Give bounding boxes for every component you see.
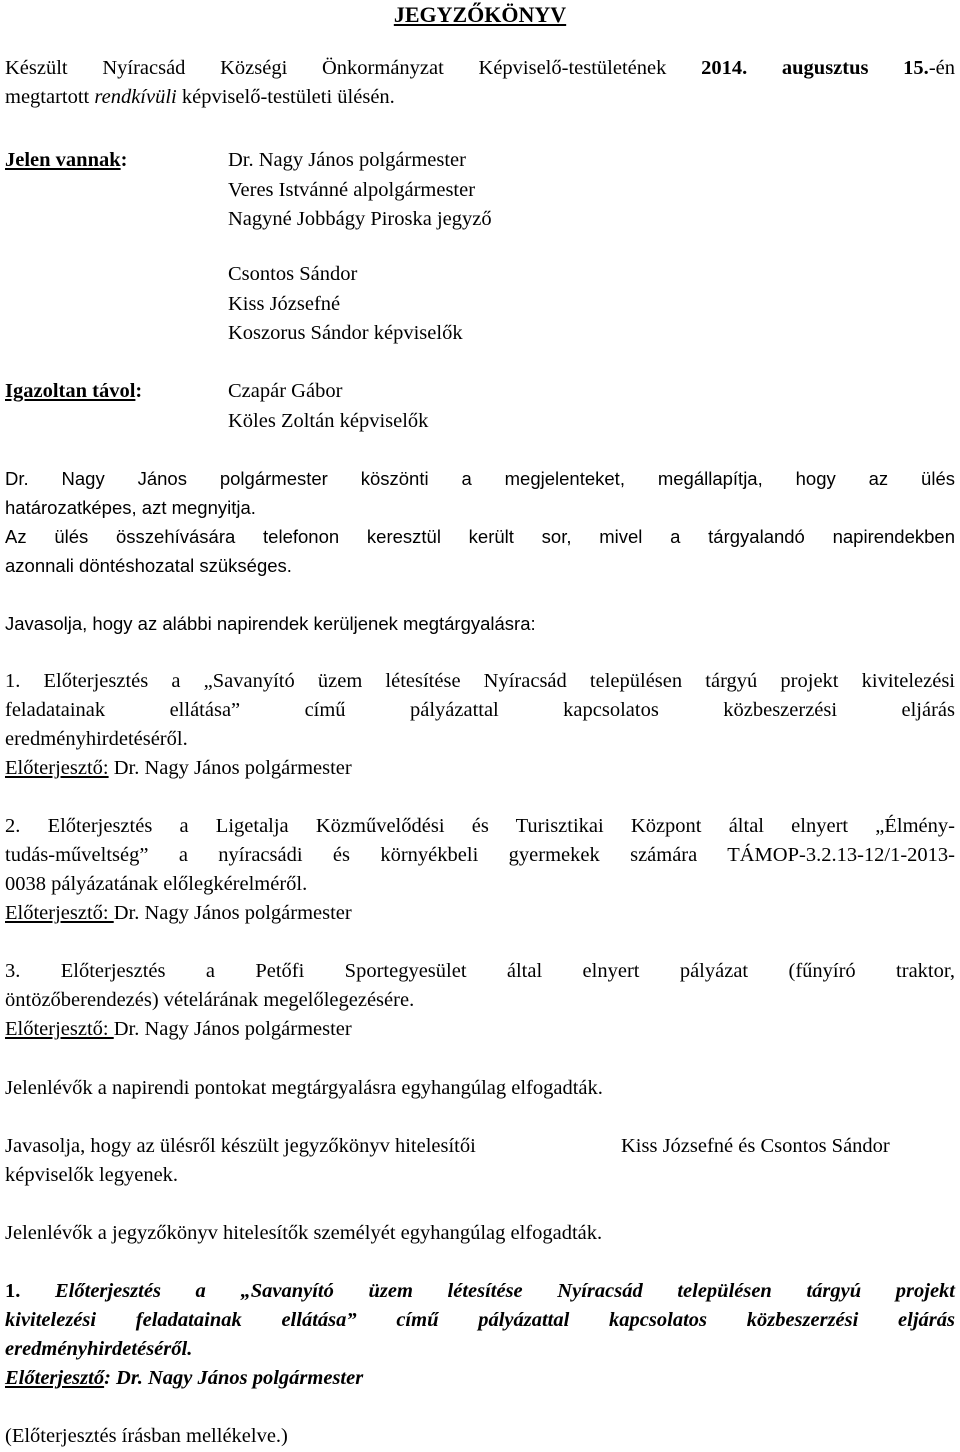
agenda-line: 3. Előterjesztés a Petőfi Sportegyesület által elnyert pályázat (fűnyíró traktor,	[5, 960, 955, 982]
agenda-line: tudás-műveltség” a nyíracsádi és környékbeli gyermekek számára TÁMOP-3.2.13-12/1-2013-	[5, 844, 955, 866]
greeting-line: határozatképes, azt megnyitja.	[5, 497, 256, 518]
greeting-line: Dr. Nagy János polgármester köszönti a megjelenteket, megállapítja, hogy az ülés	[5, 468, 955, 489]
absent-label: Igazoltan távol	[5, 380, 136, 402]
phone-paragraph	[5, 522, 955, 580]
present-colon: :	[120, 149, 128, 171]
meeting-date: 2014. augusztus 15.	[701, 57, 929, 79]
intro-paragraph	[5, 54, 955, 112]
present-officials	[228, 146, 492, 235]
phone-line: azonnali döntéshozatal szükséges.	[5, 555, 292, 576]
present-label-wrap	[5, 146, 127, 175]
meeting-type: rendkívüli	[94, 86, 177, 108]
presenter-name: : Dr. Nagy János polgármester	[104, 1367, 364, 1389]
item-1-line: kivitelezési feladatainak ellátása” című pályázattal kapcsolatos közbeszerzési eljárás	[5, 1309, 955, 1331]
presenter-name: Dr. Nagy János polgármester	[113, 1018, 352, 1040]
authenticators-accepted: Jelenlévők a jegyzőkönyv hitelesítők személyét egyhangúlag elfogadták.	[5, 1222, 603, 1244]
agenda-presenter	[5, 1015, 955, 1044]
agenda-line: 0038 pályázatának előlegkérelméről.	[5, 873, 308, 895]
presenter-name: Dr. Nagy János polgármester	[108, 757, 352, 779]
authenticators-line	[5, 1132, 955, 1161]
intro-suffix: -én	[928, 57, 955, 79]
agenda-line: eredményhirdetéséről.	[5, 728, 188, 750]
authenticators-line: képviselők legyenek.	[5, 1164, 179, 1186]
official-notary: Nagyné Jobbágy Piroska jegyző	[228, 208, 492, 230]
item-1-number: 1.	[5, 1280, 21, 1302]
absent-label-wrap	[5, 377, 142, 406]
presenter-name: Dr. Nagy János polgármester	[113, 902, 352, 924]
intro-text: képviselő-testületi ülésén.	[176, 86, 395, 108]
item-1-presenter	[5, 1364, 955, 1393]
official-deputy-mayor: Veres Istvánné alpolgármester	[228, 178, 476, 201]
presenter-label: Előterjesztő	[5, 1367, 105, 1389]
agenda-item-2	[5, 812, 955, 928]
intro-line-1	[5, 54, 955, 83]
absent-name: Czapár Gábor	[228, 380, 343, 402]
intro-line-2	[5, 83, 955, 112]
greeting-paragraph	[5, 464, 955, 522]
propose-paragraph: Javasolja, hogy az alábbi napirendek kerüljenek megtárgyalásra:	[5, 613, 536, 634]
item-1-text: Előterjesztés a „Savanyító üzem létesítése Nyíracsád településen tárgyú projekt	[20, 1280, 955, 1302]
presenter-label: Előterjesztő:	[5, 902, 114, 924]
presenter-label: Előterjesztő:	[5, 1018, 114, 1040]
agenda-line: 1. Előterjesztés a „Savanyító üzem létesítése Nyíracsád településen tárgyú projekt kivitelezési	[5, 670, 955, 692]
agenda-line: 2. Előterjesztés a Ligetalja Közművelődési és Turisztikai Központ által elnyert „Élmény-	[5, 815, 955, 837]
member-name: Koszorus Sándor képviselők	[228, 322, 463, 344]
agenda-presenter	[5, 899, 955, 928]
authenticators-text: Javasolja, hogy az ülésről készült jegyzőkönyv hitelesítői	[5, 1135, 476, 1157]
attachment-note: (Előterjesztés írásban mellékelve.)	[5, 1425, 288, 1447]
member-name: Csontos Sándor	[228, 263, 358, 285]
phone-line: Az ülés összehívására telefonon keresztül került sor, mivel a tárgyalandó napirendekben	[5, 526, 955, 547]
item-1-line	[5, 1277, 955, 1306]
agenda-accepted: Jelenlévők a napirendi pontokat megtárgyalásra egyhangúlag elfogadták.	[5, 1077, 603, 1099]
authenticators-names: Kiss Józsefné és Csontos Sándor	[621, 1135, 890, 1157]
present-label: Jelen vannak	[5, 149, 121, 171]
present-members	[228, 260, 463, 349]
agenda-item-1	[5, 667, 955, 783]
agenda-item-3	[5, 957, 955, 1044]
agenda-line: feladatainak ellátása” című pályázattal kapcsolatos közbeszerzési eljárás	[5, 699, 955, 721]
absent-members	[228, 377, 428, 436]
intro-text: megtartott	[5, 86, 95, 108]
agenda-presenter	[5, 754, 955, 783]
member-name: Kiss Józsefné	[228, 292, 341, 315]
absent-name: Köles Zoltán képviselők	[228, 409, 429, 432]
authenticators-paragraph	[5, 1132, 955, 1190]
intro-text: Készült Nyíracsád Községi Önkormányzat Képviselő-testületének	[5, 57, 702, 79]
official-mayor: Dr. Nagy János polgármester	[228, 149, 466, 171]
document-title: JEGYZŐKÖNYV	[393, 2, 567, 27]
absent-colon: :	[135, 380, 143, 402]
agenda-line: öntözőberendezés) vételárának megelőlegezésére.	[5, 989, 415, 1011]
presenter-label: Előterjesztő:	[5, 757, 109, 779]
item-1-line: eredményhirdetéséről.	[5, 1338, 193, 1360]
item-1-heading	[5, 1277, 955, 1393]
